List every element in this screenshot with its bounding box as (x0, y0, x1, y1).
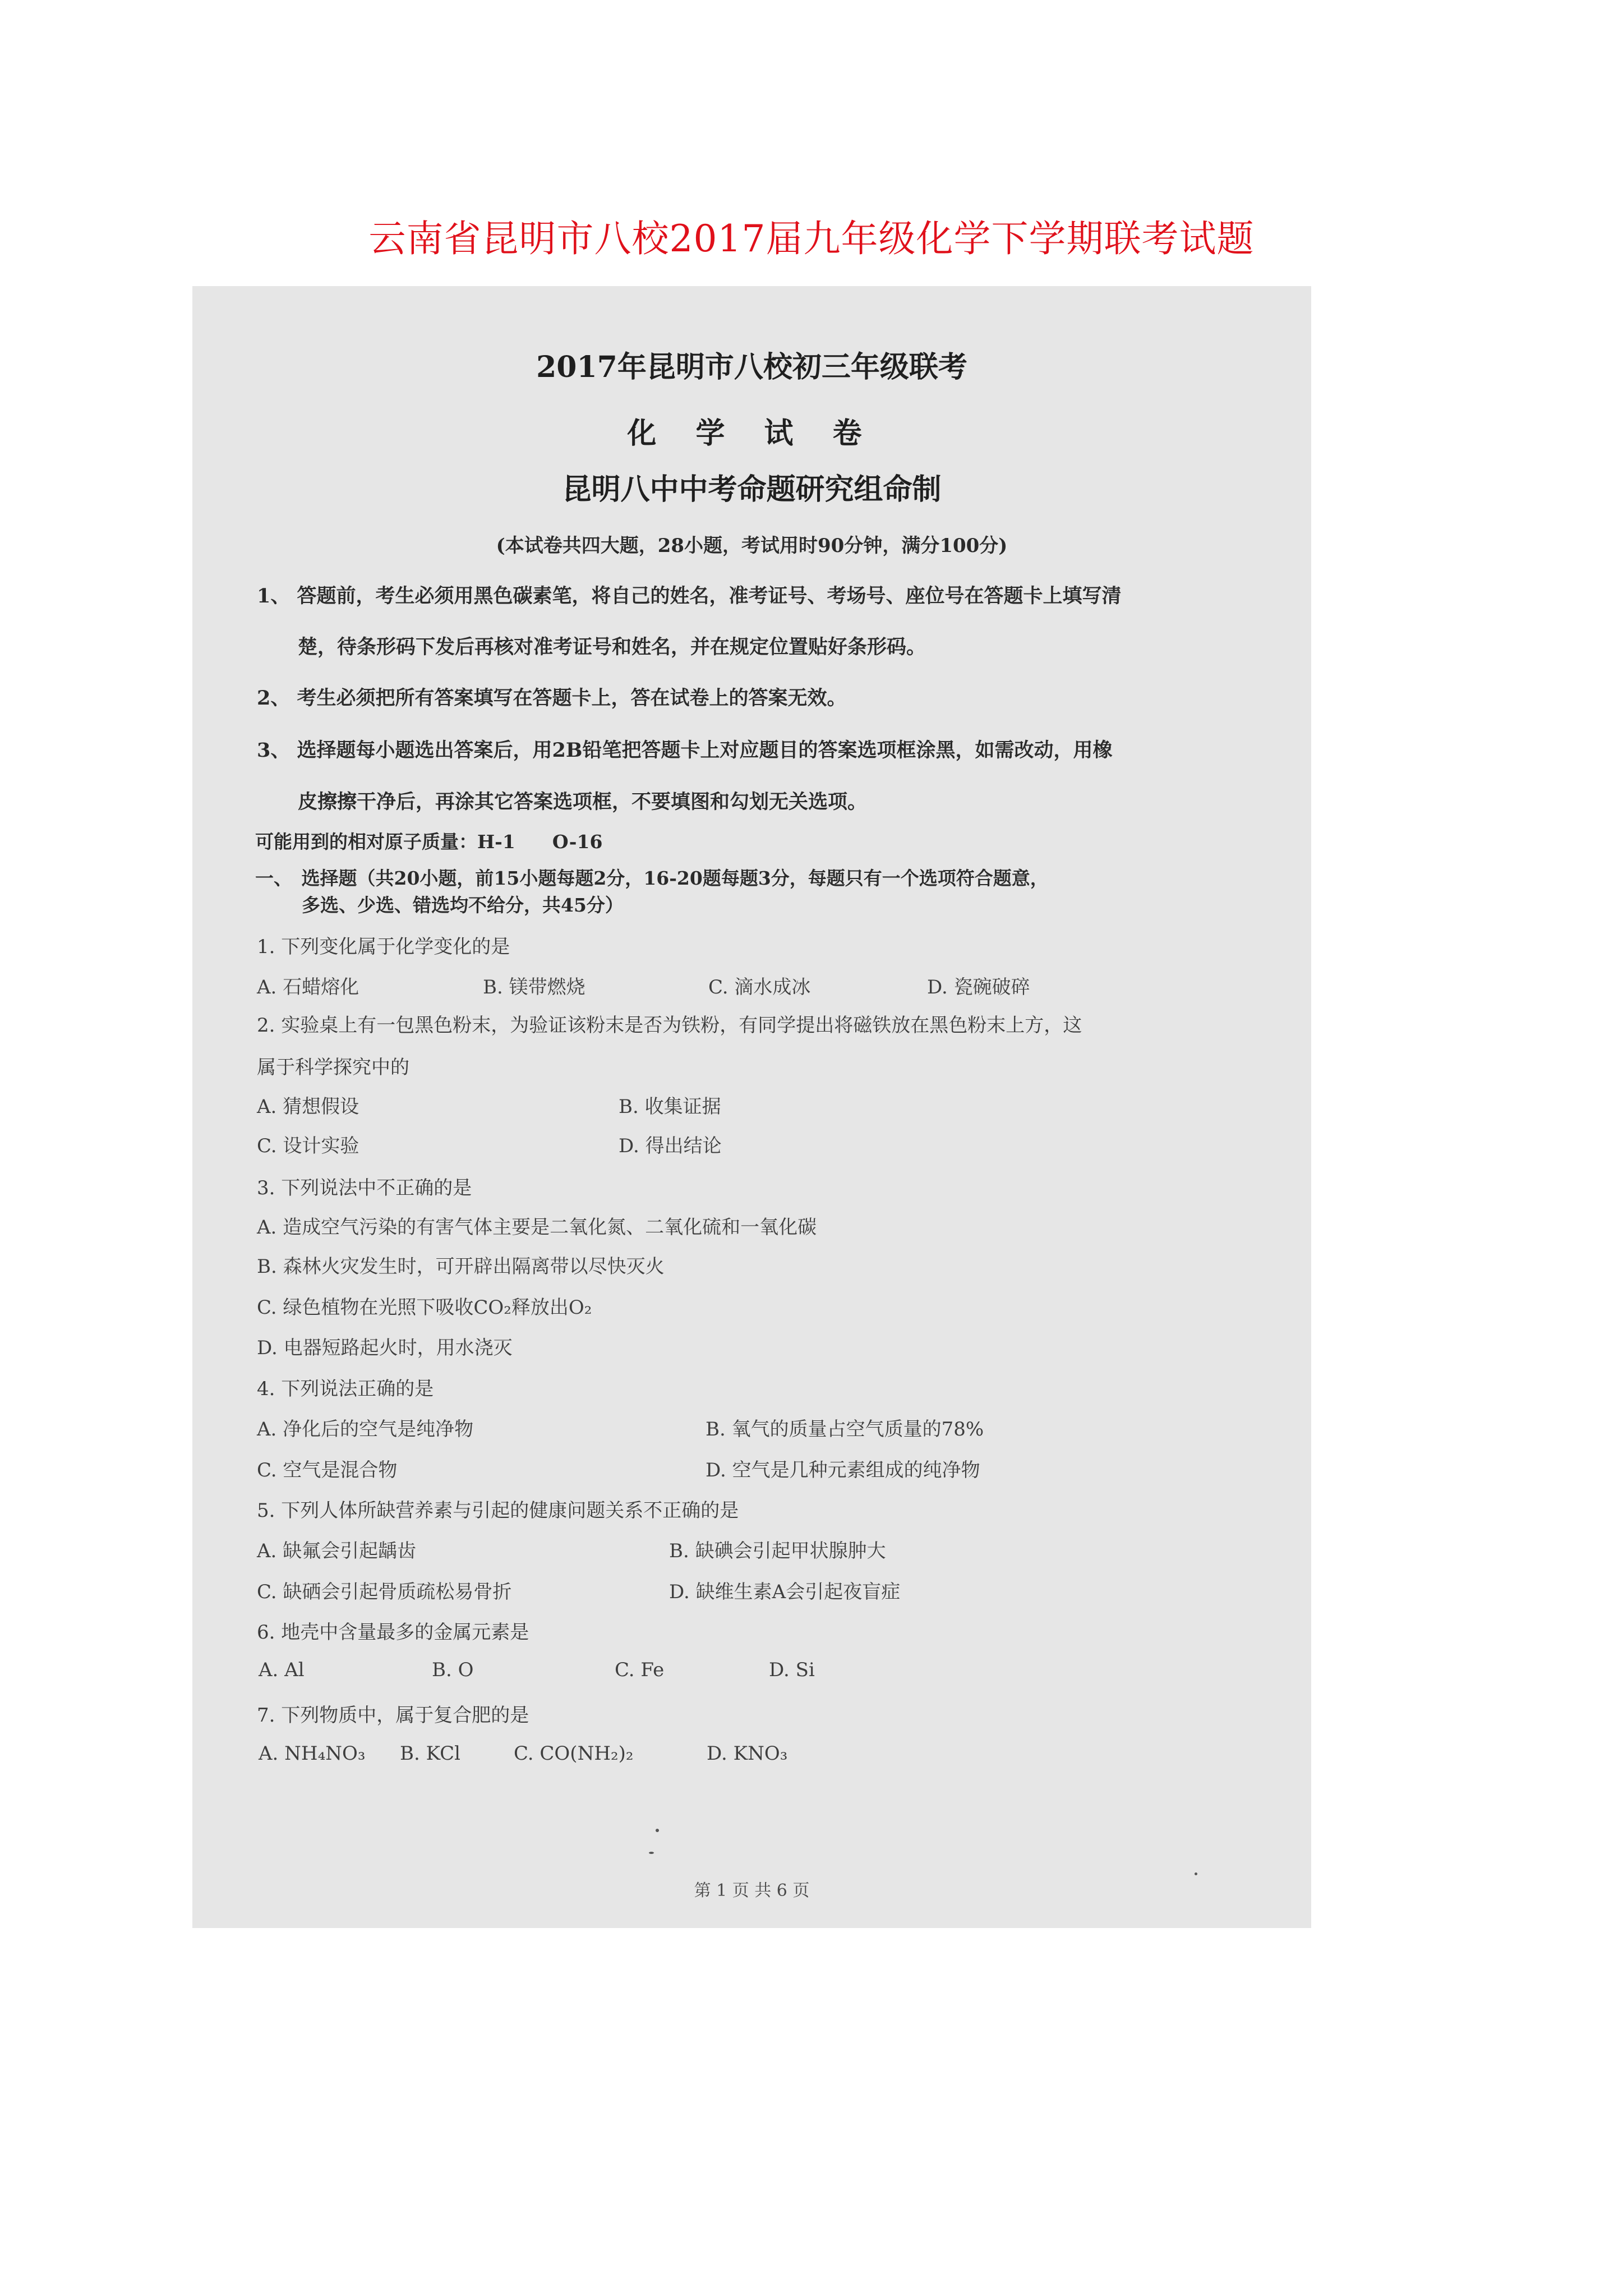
question-1: 1. 下列变化属于化学变化的是 (257, 936, 510, 958)
q1-option-b: B. 镁带燃烧 (483, 976, 585, 999)
question-2-cont: 属于科学探究中的 (257, 1056, 409, 1079)
exam-maker: 昆明八中中考命题研究组命制 (562, 472, 942, 507)
q7-option-b: B. KCl (400, 1742, 460, 1765)
instruction-3-cont: 皮擦擦干净后，再涂其它答案选项框，不要填图和勾划无关选项。 (298, 790, 868, 813)
q2-option-d: D. 得出结论 (619, 1135, 722, 1157)
question-3: 3. 下列说法中不正确的是 (257, 1177, 472, 1199)
q6-option-b: B. O (432, 1659, 474, 1681)
q6-option-a: A. Al (259, 1659, 305, 1681)
scan-speck (649, 1852, 654, 1854)
q2-option-b: B. 收集证据 (619, 1096, 721, 1118)
scan-speck (656, 1829, 659, 1832)
q5-option-c: C. 缺硒会引起骨质疏松易骨折 (257, 1581, 512, 1603)
q4-option-d: D. 空气是几种元素组成的纯净物 (706, 1459, 980, 1481)
instruction-1: 1、 答题前，考生必须用黑色碳素笔，将自己的姓名，准考证号、考场号、座位号在答题卡上填写清 (257, 585, 1122, 608)
q5-option-b: B. 缺碘会引起甲状腺肿大 (669, 1540, 886, 1562)
q1-option-c: C. 滴水成冰 (708, 976, 811, 999)
scanned-exam-page (192, 286, 1311, 1928)
q7-option-c: C. CO(NH₂)₂ (514, 1742, 634, 1765)
q7-option-d: D. KNO₃ (707, 1742, 788, 1765)
q6-option-c: C. Fe (615, 1659, 665, 1681)
exam-subject: 化 学 试 卷 (627, 416, 877, 450)
q3-option-d: D. 电器短路起火时，用水浇灭 (257, 1337, 513, 1359)
document-title: 云南省昆明市八校2017届九年级化学下学期联考试题 (368, 217, 1255, 260)
q2-option-a: A. 猜想假设 (257, 1096, 359, 1118)
q4-option-b: B. 氧气的质量占空气质量的78% (706, 1418, 984, 1441)
q6-option-d: D. Si (769, 1659, 815, 1681)
q4-option-a: A. 净化后的空气是纯净物 (257, 1418, 474, 1441)
q3-option-c: C. 绿色植物在光照下吸收CO₂释放出O₂ (257, 1296, 592, 1319)
question-5: 5. 下列人体所缺营养素与引起的健康问题关系不正确的是 (257, 1499, 739, 1522)
question-2: 2. 实验桌上有一包黑色粉末，为验证该粉末是否为铁粉，有同学提出将磁铁放在黑色粉末上方，这 (257, 1014, 1082, 1037)
question-4: 4. 下列说法正确的是 (257, 1378, 434, 1400)
section1-header-cont: 多选、少选、错选均不给分，共45分） (302, 894, 624, 916)
scan-speck (1195, 1872, 1197, 1875)
exam-title: 2017年昆明市八校初三年级联考 (536, 350, 967, 384)
q5-option-d: D. 缺维生素A会引起夜盲症 (669, 1581, 901, 1603)
q1-option-d: D. 瓷碗破碎 (927, 976, 1030, 999)
q5-option-a: A. 缺氟会引起龋齿 (257, 1540, 417, 1562)
q7-option-a: A. NH₄NO₃ (259, 1742, 366, 1765)
atomic-mass: 可能用到的相对原子质量：H-1 O-16 (255, 831, 603, 853)
page-footer: 第 1 页 共 6 页 (694, 1881, 810, 1901)
instruction-1-cont: 楚，待条形码下发后再核对准考证号和姓名，并在规定位置贴好条形码。 (298, 636, 926, 659)
question-7: 7. 下列物质中，属于复合肥的是 (257, 1704, 529, 1727)
instruction-2: 2、 考生必须把所有答案填写在答题卡上，答在试卷上的答案无效。 (257, 687, 847, 710)
q3-option-b: B. 森林火灾发生时，可开辟出隔离带以尽快灭火 (257, 1255, 665, 1278)
q4-option-c: C. 空气是混合物 (257, 1459, 398, 1481)
question-6: 6. 地壳中含量最多的金属元素是 (257, 1621, 529, 1644)
section1-header: 一、 选择题（共20小题，前15小题每题2分，16-20题每题3分，每题只有一个选项符合题意， (255, 867, 1049, 889)
q3-option-a: A. 造成空气污染的有害气体主要是二氧化氮、二氧化硫和一氧化碳 (257, 1216, 817, 1239)
q2-option-c: C. 设计实验 (257, 1135, 359, 1157)
q1-option-a: A. 石蜡熔化 (257, 976, 359, 999)
exam-note: (本试卷共四大题，28小题，考试用时90分钟，满分100分) (496, 535, 1008, 557)
instruction-3: 3、 选择题每小题选出答案后，用2B铅笔把答题卡上对应题目的答案选项框涂黑，如需改动，用橡 (257, 739, 1113, 762)
